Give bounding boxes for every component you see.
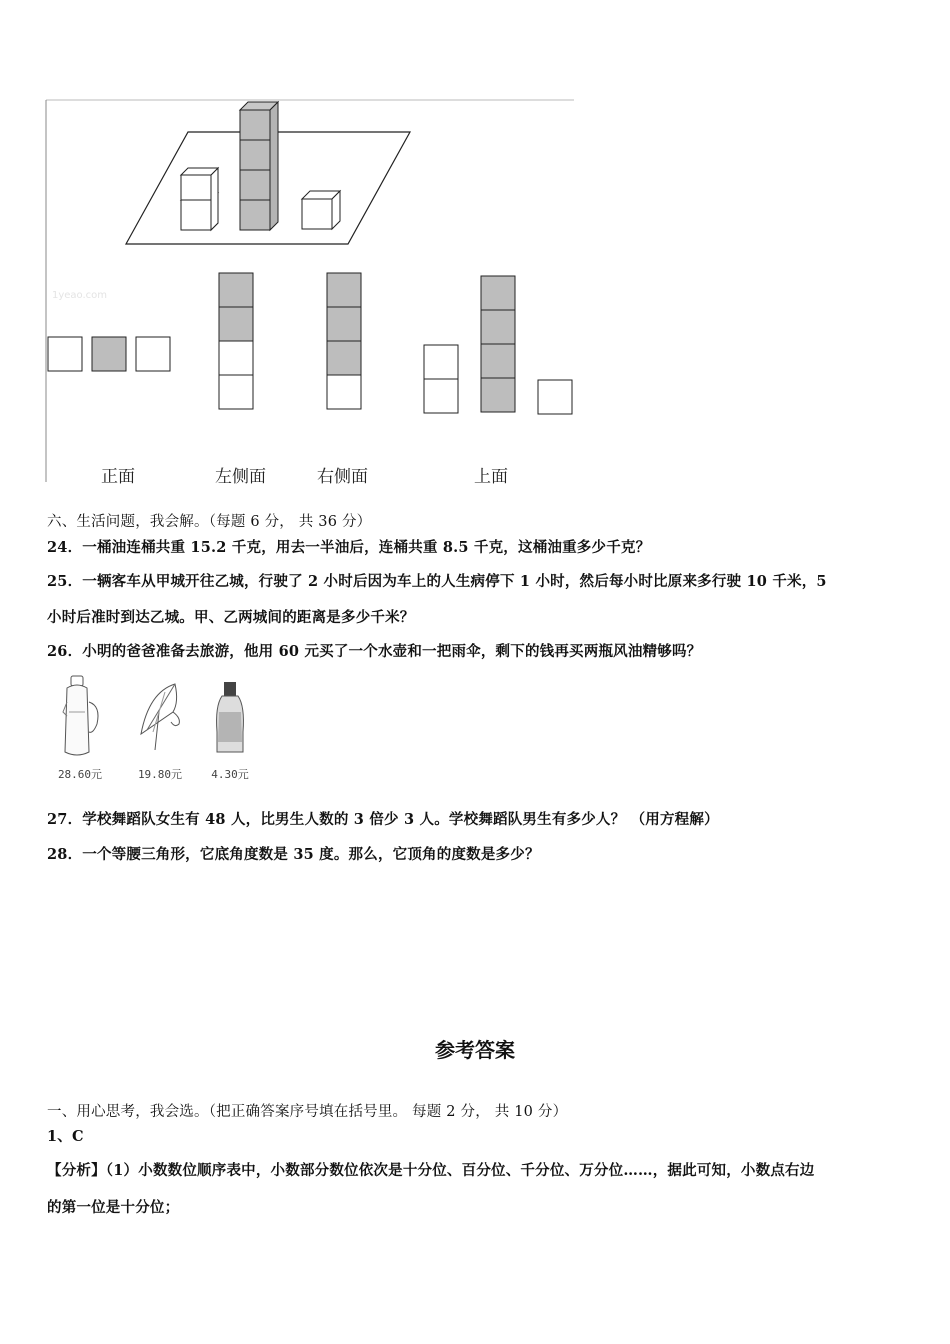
cube-views-diagram	[44, 98, 576, 486]
top-view	[424, 276, 572, 414]
item-umbrella-price: 19.80元	[137, 768, 183, 781]
kettle-icon	[55, 672, 105, 762]
cube-views-figure	[44, 98, 576, 486]
question-26: 26．小明的爸爸准备去旅游，他用 60 元买了一个水壶和一把雨伞，剩下的钱再买两瓶风油精够吗？	[47, 643, 702, 660]
left-side-view	[219, 273, 253, 409]
item-kettle-price: 28.60元	[57, 768, 103, 781]
watermark-text: 1yeao.com	[52, 290, 108, 301]
question-25-line2: 小时后准时到达乙城。甲、乙两城间的距离是多少千米？	[47, 609, 415, 626]
label-top-view: 上面	[474, 467, 508, 487]
label-left-side-view: 左侧面	[215, 467, 266, 487]
label-right-side-view: 右侧面	[317, 467, 368, 487]
front-view	[48, 337, 170, 371]
question-28: 28．一个等腰三角形，它底角度数是 35 度。那么，它顶角的度数是多少？	[47, 846, 540, 863]
answer-key-title: 参考答案	[435, 1038, 515, 1062]
cube-stack-left	[181, 168, 218, 230]
answer-1: 1、C	[47, 1128, 84, 1145]
label-front-view: 正面	[101, 467, 135, 487]
cube-stack-middle	[240, 102, 278, 230]
section6-heading: 六、生活问题，我会解。（每题 6 分， 共 36 分）	[47, 514, 372, 530]
right-side-view	[327, 273, 361, 409]
item-kettle	[50, 672, 110, 782]
question-25-line1: 25．一辆客车从甲城开往乙城，行驶了 2 小时后因为车上的人生病停下 1 小时，然后每小时比原来多行驶 10 千米，5	[47, 573, 827, 590]
item-bottle-price: 4.30元	[211, 768, 249, 781]
item-bottle	[200, 672, 260, 782]
question-27: 27．学校舞蹈队女生有 48 人，比男生人数的 3 倍少 3 人。学校舞蹈队男生有多少人？ （用方程解）	[47, 811, 719, 828]
item-picture-row	[50, 672, 290, 782]
bottle-icon	[205, 672, 255, 762]
umbrella-icon	[135, 672, 185, 762]
item-umbrella	[130, 672, 190, 782]
analysis-line-2: 的第一位是十分位；	[47, 1199, 180, 1216]
question-24: 24．一桶油连桶共重 15.2 千克，用去一半油后，连桶共重 8.5 千克，这桶油重多少千克？	[47, 539, 651, 556]
cube-stack-right	[302, 191, 340, 229]
answer-section1-heading: 一、用心思考，我会选。（把正确答案序号填在括号里。 每题 2 分， 共 10 分）	[47, 1104, 568, 1120]
analysis-line-1: 【分析】（1）小数数位顺序表中，小数部分数位依次是十分位、百分位、千分位、万分位……，据此可知，小数点右边	[47, 1162, 815, 1179]
